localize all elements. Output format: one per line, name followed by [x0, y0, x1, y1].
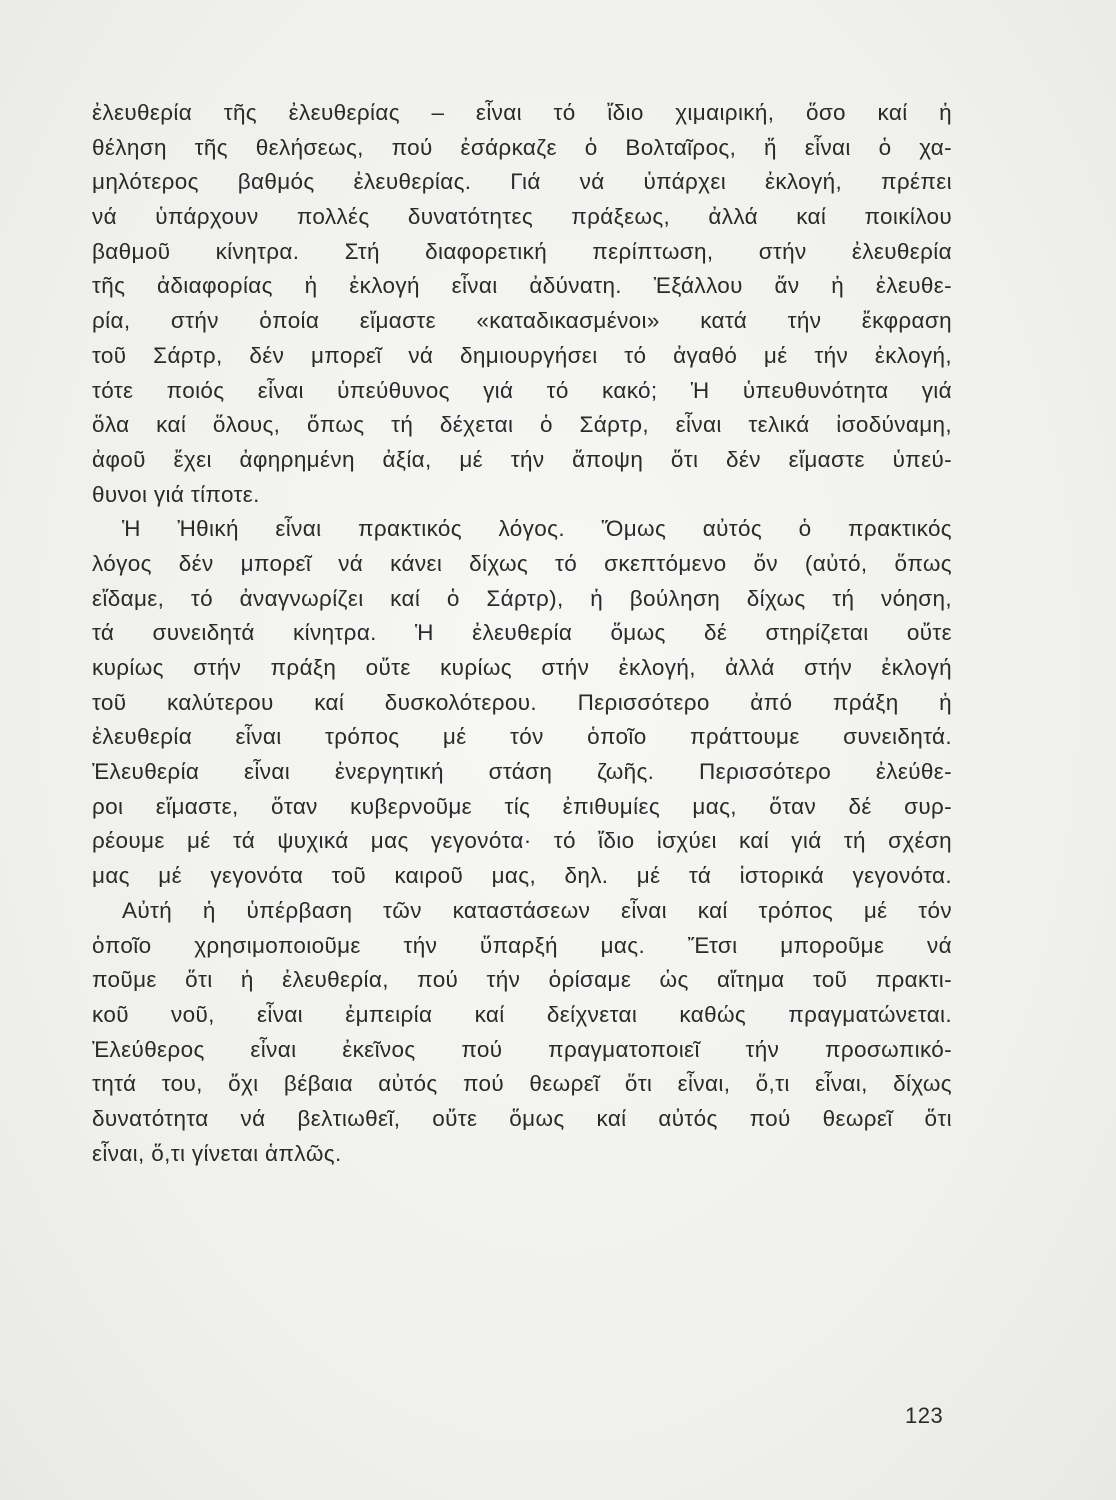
text-line: κοῦ νοῦ, εἶναι ἐμπειρία καί δείχνεται καθώς πραγματώνεται. — [92, 1001, 952, 1027]
text-line: ροι εἴμαστε, ὅταν κυβερνοῦμε τίς ἐπιθυμίες μας, ὅταν δέ συρ- — [92, 793, 952, 819]
text-line: κυρίως στήν πράξη οὔτε κυρίως στήν ἐκλογή, ἀλλά στήν ἐκλογή — [92, 655, 952, 680]
text-line: θυνοι γιά τίποτε. — [92, 481, 260, 507]
text-line: ὁποῖο χρησιμοποιοῦμε τήν ὕπαρξή μας. Ἔτσι μποροῦμε νά — [92, 932, 952, 958]
text-line: θέληση τῆς θελήσεως, πού ἐσάρκαζε ὁ Βολταῖρος, ἤ εἶναι ὁ χα- — [92, 134, 952, 160]
text-line: βαθμοῦ κίνητρα. Στή διαφορετική περίπτωση, στήν ἐλευθερία — [92, 238, 952, 264]
text-line: Ἐλευθερία εἶναι ἐνεργητική στάση ζωῆς. Περισσότερο ἐλεύθε- — [92, 759, 952, 785]
text-line: τοῦ Σάρτρ, δέν μπορεῖ νά δημιουργήσει τό ἀγαθό μέ τήν ἐκλογή, — [92, 342, 952, 368]
text-line: Ἐλεύθερος εἶναι ἐκεῖνος πού πραγματοποιεῖ τήν προσωπικό- — [92, 1036, 952, 1062]
text-line: ποῦμε ὅτι ἡ ἐλευθερία, πού τήν ὁρίσαμε ὡς αἴτημα τοῦ πρακτι- — [92, 967, 952, 993]
text-line: ἐλευθερία τῆς ἐλευθερίας – εἶναι τό ἴδιο χιμαιρική, ὅσο καί ἡ — [92, 100, 952, 125]
text-line: ἀφοῦ ἔχει ἀφηρημένη ἀξία, μέ τήν ἄποψη ὅτι δέν εἴμαστε ὑπεύ- — [92, 446, 952, 472]
text-line: τότε ποιός εἶναι ὑπεύθυνος γιά τό κακό; Ἡ ὑπευθυνότητα γιά — [92, 377, 952, 403]
text-line: τητά του, ὄχι βέβαια αὐτός πού θεωρεῖ ὅτι εἶναι, ὅ,τι εἶναι, δίχως — [92, 1071, 952, 1097]
text-line: τοῦ καλύτερου καί δυσκολότερου. Περισσότερο ἀπό πράξη ἡ — [92, 689, 952, 715]
text-line: τῆς ἀδιαφορίας ἡ ἐκλογή εἶναι ἀδύνατη. Ἐξάλλου ἄν ἡ ἐλευθε- — [92, 273, 952, 299]
text-line: ὅλα καί ὅλους, ὅπως τή δέχεται ὁ Σάρτρ, εἶναι τελικά ἰσοδύναμη, — [92, 412, 952, 438]
text-line: μας μέ γεγονότα τοῦ καιροῦ μας, δηλ. μέ τά ἱστορικά γεγονότα. — [92, 863, 952, 889]
body-text — [92, 96, 952, 1171]
text-line: τά συνειδητά κίνητρα. Ἡ ἐλευθερία ὅμως δέ στηρίζεται οὔτε — [92, 620, 952, 646]
text-line: λόγος δέν μπορεῖ νά κάνει δίχως τό σκεπτόμενο ὄν (αὐτό, ὅπως — [92, 550, 952, 576]
text-line: ρέουμε μέ τά ψυχικά μας γεγονότα· τό ἴδιο ἰσχύει καί γιά τή σχέση — [92, 828, 952, 854]
text-line: ἐλευθερία εἶναι τρόπος μέ τόν ὁποῖο πράττουμε συνειδητά. — [92, 724, 952, 750]
text-line: εἶναι, ὅ,τι γίνεται ἁπλῶς. — [92, 1140, 342, 1166]
text-line: ρία, στήν ὁποία εἴμαστε «καταδικασμένοι» κατά τήν ἔκφραση — [92, 308, 952, 334]
text-line: νά ὑπάρχουν πολλές δυνατότητες πράξεως, ἀλλά καί ποικίλου — [92, 204, 952, 230]
text-line: Αὐτή ἡ ὑπέρβαση τῶν καταστάσεων εἶναι καί τρόπος μέ τόν — [122, 897, 952, 923]
text-line: μηλότερος βαθμός ἐλευθερίας. Γιά νά ὑπάρχει ἐκλογή, πρέπει — [92, 169, 952, 195]
page-number: 123 — [905, 1403, 944, 1428]
text-line: εἴδαμε, τό ἀναγνωρίζει καί ὁ Σάρτρ), ἡ βούληση δίχως τή νόηση, — [92, 585, 952, 611]
text-line: Ἡ Ἠθική εἶναι πρακτικός λόγος. Ὅμως αὐτός ὁ πρακτικός — [122, 516, 952, 542]
text-line: δυνατότητα νά βελτιωθεῖ, οὔτε ὅμως καί αὐτός πού θεωρεῖ ὅτι — [92, 1105, 952, 1131]
